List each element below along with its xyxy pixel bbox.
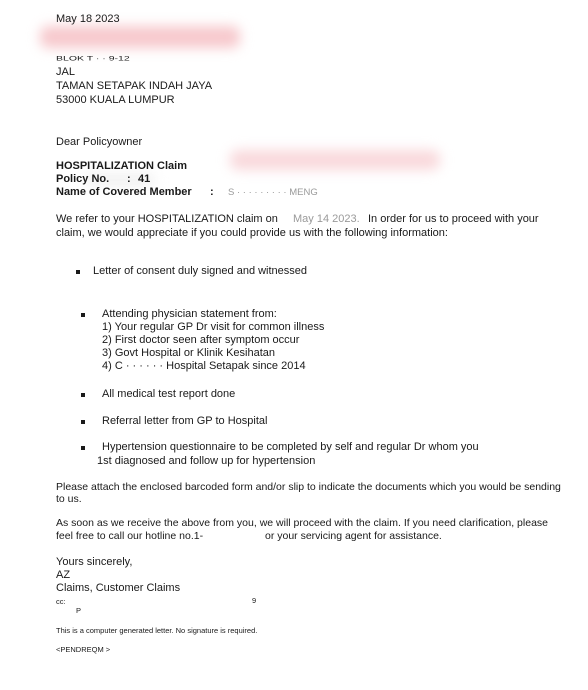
member-colon: :	[210, 186, 214, 198]
member-name: S · · · · · · · · · MENG	[228, 187, 318, 198]
attach-line-2: to us.	[56, 493, 82, 505]
redaction-mark	[40, 26, 240, 48]
list-item-referral: Referral letter from GP to Hospital	[102, 415, 268, 427]
bullet-icon	[81, 393, 85, 397]
cc-line-2: P	[76, 606, 82, 615]
bullet-icon	[81, 420, 85, 424]
cc-tail: 9	[252, 596, 257, 605]
attach-line-1: Please attach the enclosed barcoded form and/or slip to indicate the documents which you would be sending	[56, 481, 561, 493]
claim-subject: HOSPITALIZATION Claim	[56, 160, 187, 172]
receive-line-1: As soon as we receive the above from you, we will proceed with the claim. If you need clarification, please	[56, 517, 548, 529]
salutation: Dear Policyowner	[56, 136, 143, 148]
list-item-medical-test: All medical test report done	[102, 388, 236, 400]
bullet-icon	[81, 313, 85, 317]
address-line: TAMAN SETAPAK INDAH JAYA	[56, 80, 213, 92]
list-item-physician-4: 4) C · · · · · · Hospital Setapak since 2014	[102, 360, 306, 372]
letter-date: May 18 2023	[56, 13, 120, 25]
closing: Yours sincerely,	[56, 556, 133, 568]
cc-label: cc:	[56, 597, 66, 606]
policy-label: Policy No.	[56, 173, 110, 185]
address-line: BLOK T · · 9-12	[56, 55, 130, 63]
bullet-icon	[81, 446, 85, 450]
list-item-hypertension-1: Hypertension questionnaire to be completed by self and regular Dr whom you	[102, 441, 479, 453]
list-item-physician-3: 3) Govt Hospital or Klinik Kesihatan	[102, 347, 276, 359]
policy-number: 41	[138, 173, 151, 185]
receive-line-2a: feel free to call our hotline no.1-	[56, 530, 204, 542]
intro-claim-date: May 14 2023.	[293, 213, 360, 225]
address-line: 53000 KUALA LUMPUR	[56, 94, 175, 106]
intro-line-1b: In order for us to proceed with your	[368, 213, 539, 225]
address-line: JAL	[56, 66, 75, 78]
department: Claims, Customer Claims	[56, 582, 181, 594]
intro-line-2: claim, we would appreciate if you could provide us with the following information:	[56, 227, 448, 239]
policy-colon: :	[127, 173, 131, 185]
redaction-mark	[230, 150, 440, 170]
reference-code: <PENDREQM >	[56, 645, 111, 654]
member-label: Name of Covered Member	[56, 186, 192, 198]
footer-note: This is a computer generated letter. No signature is required.	[56, 626, 258, 635]
intro-line-1a: We refer to your HOSPITALIZATION claim on	[56, 213, 278, 225]
list-item-hypertension-2: 1st diagnosed and follow up for hypertension	[97, 455, 316, 467]
receive-line-2b: or your servicing agent for assistance.	[265, 530, 442, 542]
bullet-icon	[76, 270, 80, 274]
list-item-consent: Letter of consent duly signed and witnessed	[93, 265, 308, 277]
list-item-physician-title: Attending physician statement from:	[102, 308, 277, 320]
list-item-physician-2: 2) First doctor seen after symptom occur	[102, 334, 300, 346]
list-item-physician-1: 1) Your regular GP Dr visit for common illness	[102, 321, 325, 333]
signer-name: AZ	[56, 569, 71, 581]
